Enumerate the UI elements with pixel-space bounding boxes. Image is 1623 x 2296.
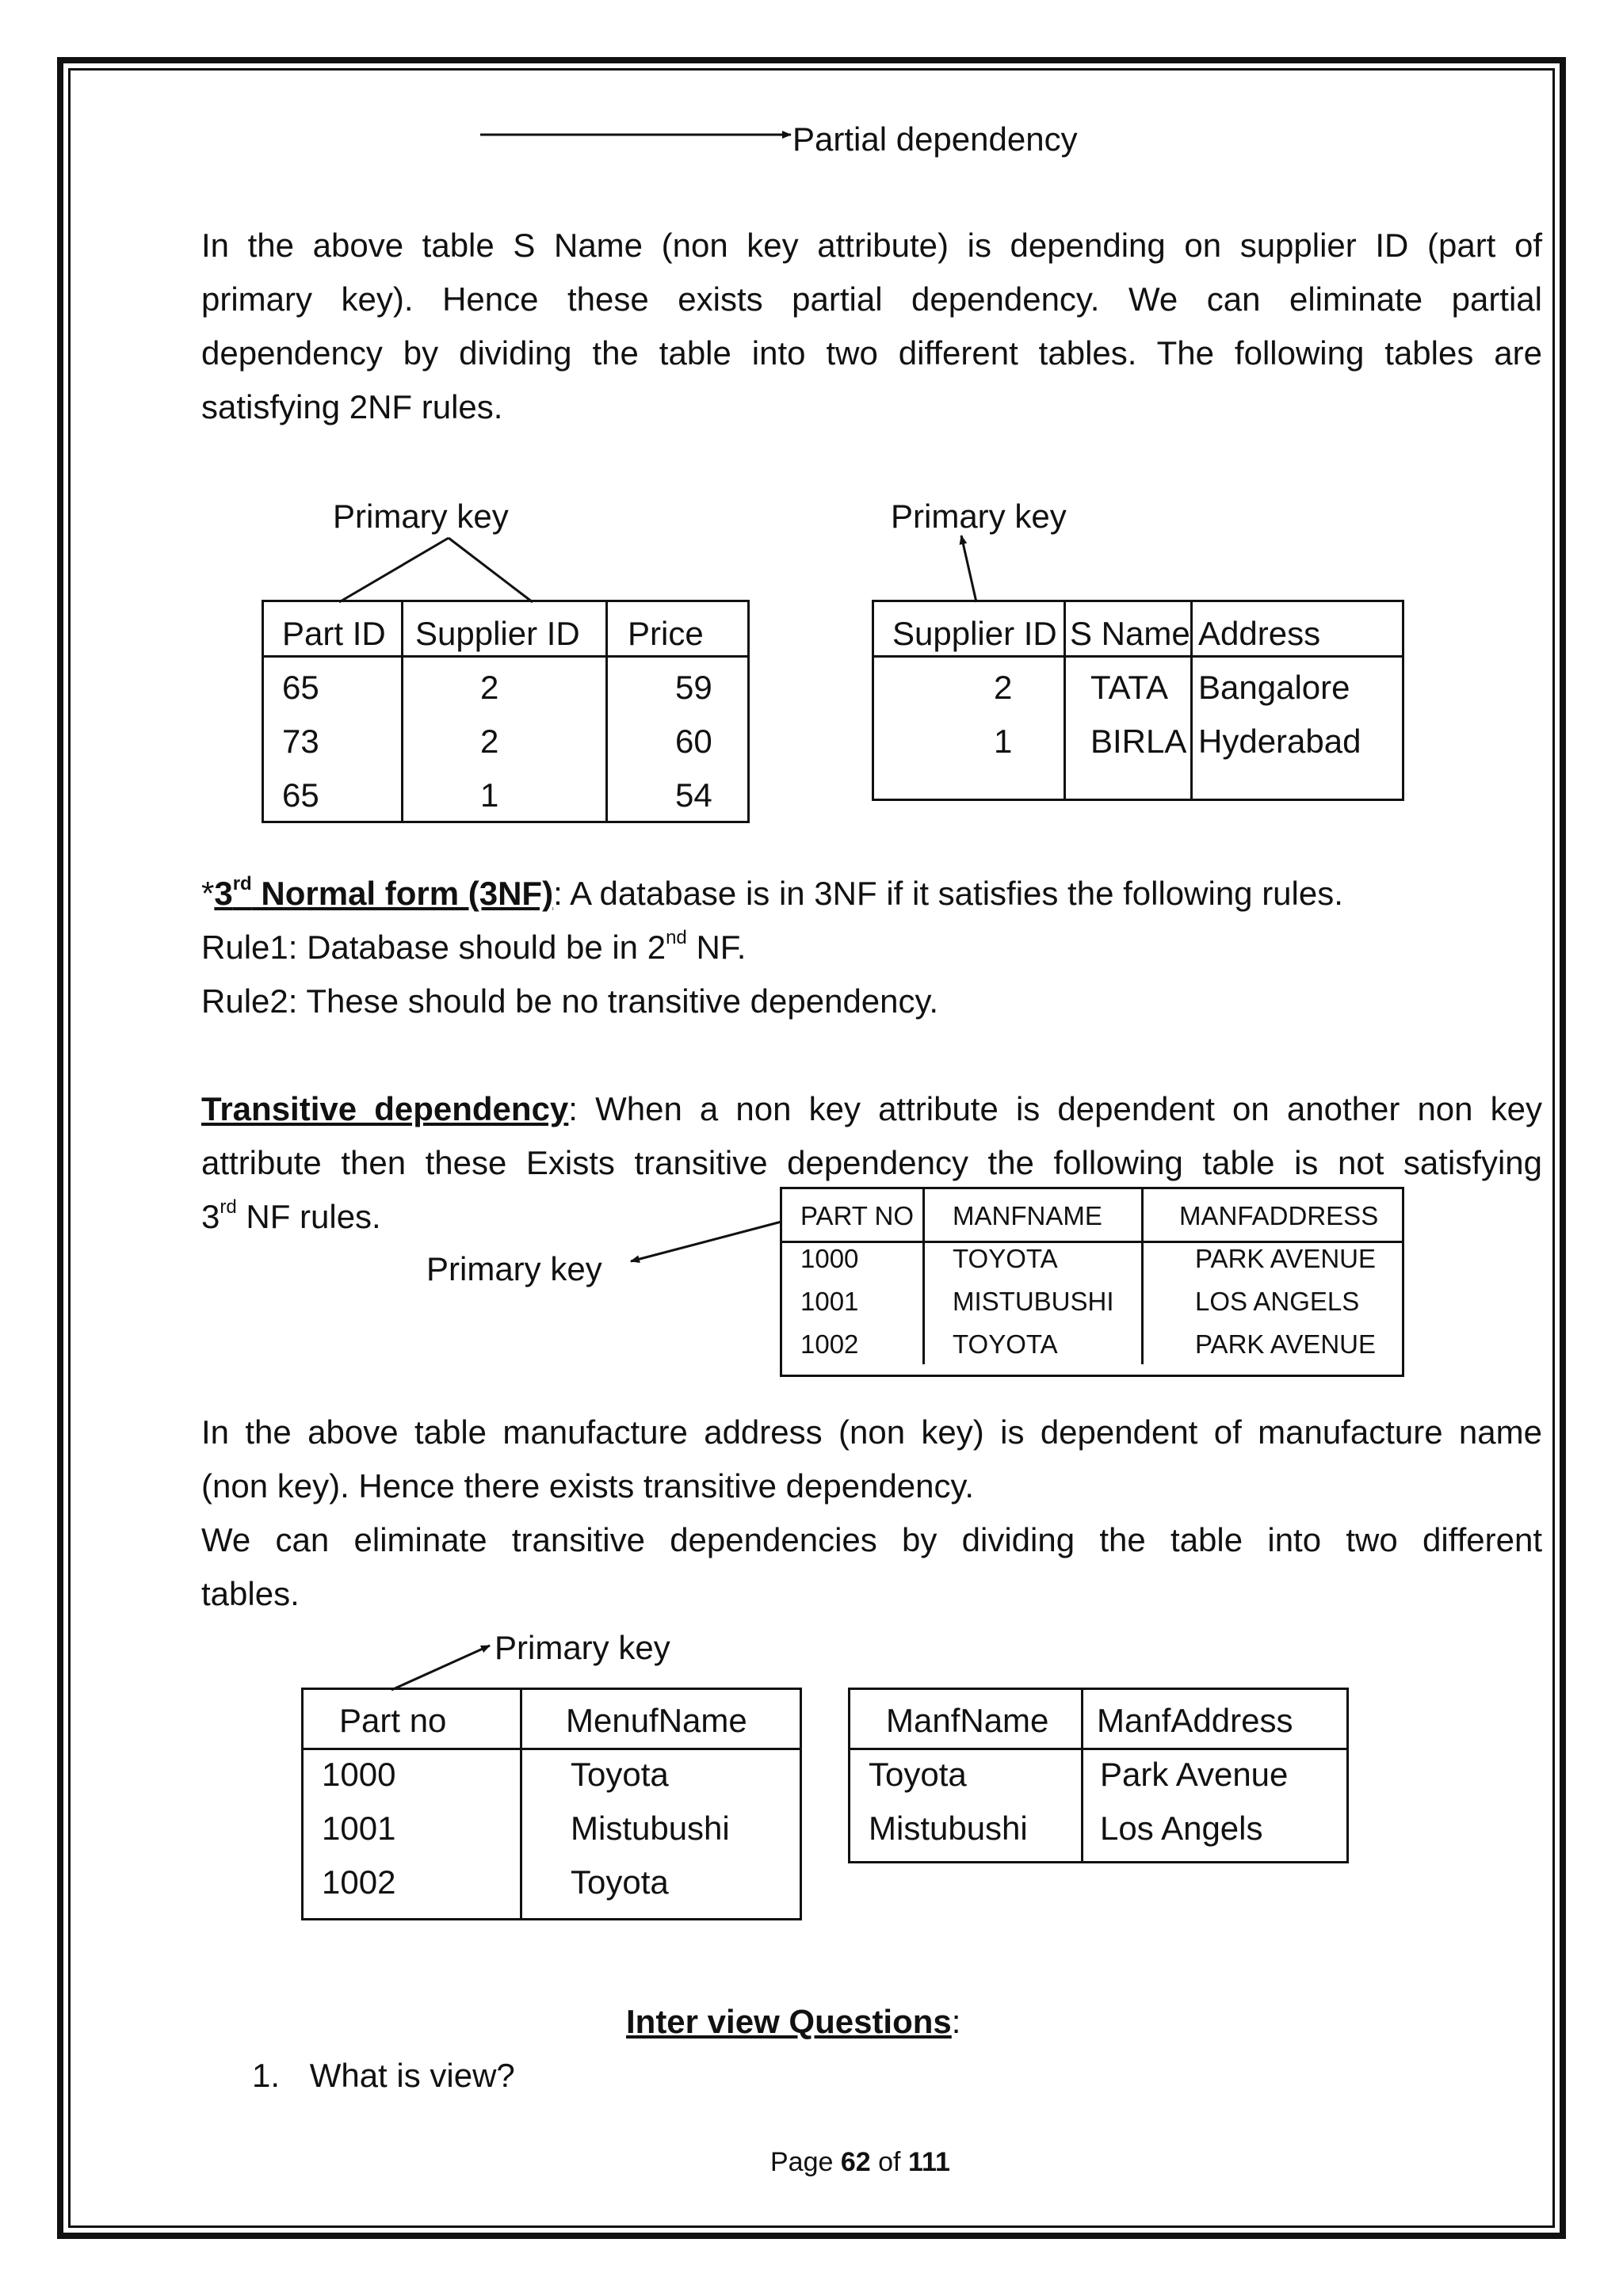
table-cell: Toyota [571,1863,669,1901]
primary-key-label-2: Primary key [891,498,1067,535]
star: * [201,875,215,912]
table-cell: Toyota [571,1756,669,1793]
nf3-rule2: Rule2: These should be no transitive dependency. [201,982,939,1020]
table-cell: 2 [480,723,499,760]
table-cell: Hyderabad [1198,723,1361,760]
table-header: Price [628,615,704,652]
table-cell: Los Angels [1100,1810,1263,1847]
table-cell: 1000 [800,1244,859,1273]
table-header: MenufName [566,1702,747,1739]
table-cell: MISTUBUSHI [953,1287,1114,1316]
table-cell: 65 [282,776,319,814]
text-line: primary key). Hence these exists partial dependency. We can eliminate partial [201,280,1542,318]
table-header: MANFNAME [953,1201,1102,1230]
table-cell: 1001 [800,1287,859,1316]
table-header: Supplier ID [415,615,580,652]
table-header: Part ID [282,615,386,652]
text-line: attribute then these Exists transitive dependency the following table is not satisfying [201,1144,1542,1181]
table-cell: LOS ANGELS [1195,1287,1360,1316]
text-line: Transitive dependency: When a non key attribute is dependent on another non key [201,1090,1542,1127]
table-cell: TOYOTA [953,1244,1058,1273]
partial-dependency-label: Partial dependency [792,120,1078,158]
paragraph-transitive-explanation [201,1405,1542,1621]
pk-line-left [339,538,449,602]
text-line: tables. [201,1575,300,1612]
table-cell: Mistubushi [869,1810,1028,1847]
table-header: Part no [339,1702,447,1739]
text-line: In the above table S Name (non key attribute) is depending on supplier ID (part of [201,227,1542,264]
table-cell: 1002 [322,1863,396,1901]
table-cell: Mistubushi [571,1810,730,1847]
table-cell: PARK AVENUE [1195,1329,1377,1359]
pk-arrow-table2 [961,536,976,602]
question-list-item [252,2049,515,2103]
nf3-heading [201,867,1343,921]
table-cell: Bangalore [1198,669,1350,706]
table-header: ManfName [886,1702,1049,1739]
table-cell: 65 [282,669,319,706]
table-header: PART NO [800,1201,915,1230]
table-cell: 59 [675,669,712,706]
nf3-title: 3rd Normal form (3NF) [214,873,554,912]
primary-key-label-4: Primary key [495,1629,670,1666]
text-line: satisfying 2NF rules. [201,388,503,425]
primary-key-label-1: Primary key [333,498,509,535]
table-cell: 1 [480,776,499,814]
table-cell: 1002 [800,1329,859,1359]
text-line: 3rd NF rules. [201,1196,381,1235]
transitive-term: Transitive dependency [201,1090,569,1127]
table-cell: 2 [994,669,1013,706]
table-cell: Park Avenue [1100,1756,1289,1793]
question-number: 1. [252,2057,281,2094]
table-header: ManfAddress [1097,1702,1293,1739]
table-cell: TATA [1090,669,1168,706]
table-cell: 1001 [322,1810,396,1847]
table-header: Supplier ID [892,615,1057,652]
text-line: dependency by dividing the table into two different tables. The following tables are [201,334,1542,372]
table-cell: 54 [675,776,712,814]
text-line: We can eliminate transitive dependencies by dividing the table into two different [201,1521,1542,1558]
primary-key-label-3: Primary key [426,1250,602,1287]
nf3-rule1: Rule1: Database should be in 2nd NF. [201,927,747,966]
table-cell: 73 [282,723,319,760]
text-line: (non key). Hence there exists transitive dependency. [201,1467,975,1505]
interview-heading: Inter view Questions: [626,2003,961,2040]
table-header: MANFADDRESS [1179,1201,1379,1230]
table-cell: BIRLA [1090,723,1187,760]
paragraph-partial-dependency [201,219,1542,434]
page-footer: Page 62 of 111 [770,2147,950,2177]
table-header: Address [1198,615,1321,652]
pk-arrow-table4 [391,1646,490,1690]
pk-line-right [449,538,533,602]
table-cell: 1 [994,723,1013,760]
nf3-desc: : A database is in 3NF if it satisfies the following rules. [553,875,1343,912]
table-cell: 2 [480,669,499,706]
table-cell: TOYOTA [953,1329,1058,1359]
table-cell: Toyota [869,1756,967,1793]
question-text: What is view? [309,2057,515,2094]
table-cell: PARK AVENUE [1195,1244,1377,1273]
table-cell: 60 [675,723,712,760]
table-cell: 1000 [322,1756,396,1793]
text-line: In the above table manufacture address (non key) is dependent of manufacture name [201,1413,1542,1451]
table-header: S Name [1070,615,1190,652]
